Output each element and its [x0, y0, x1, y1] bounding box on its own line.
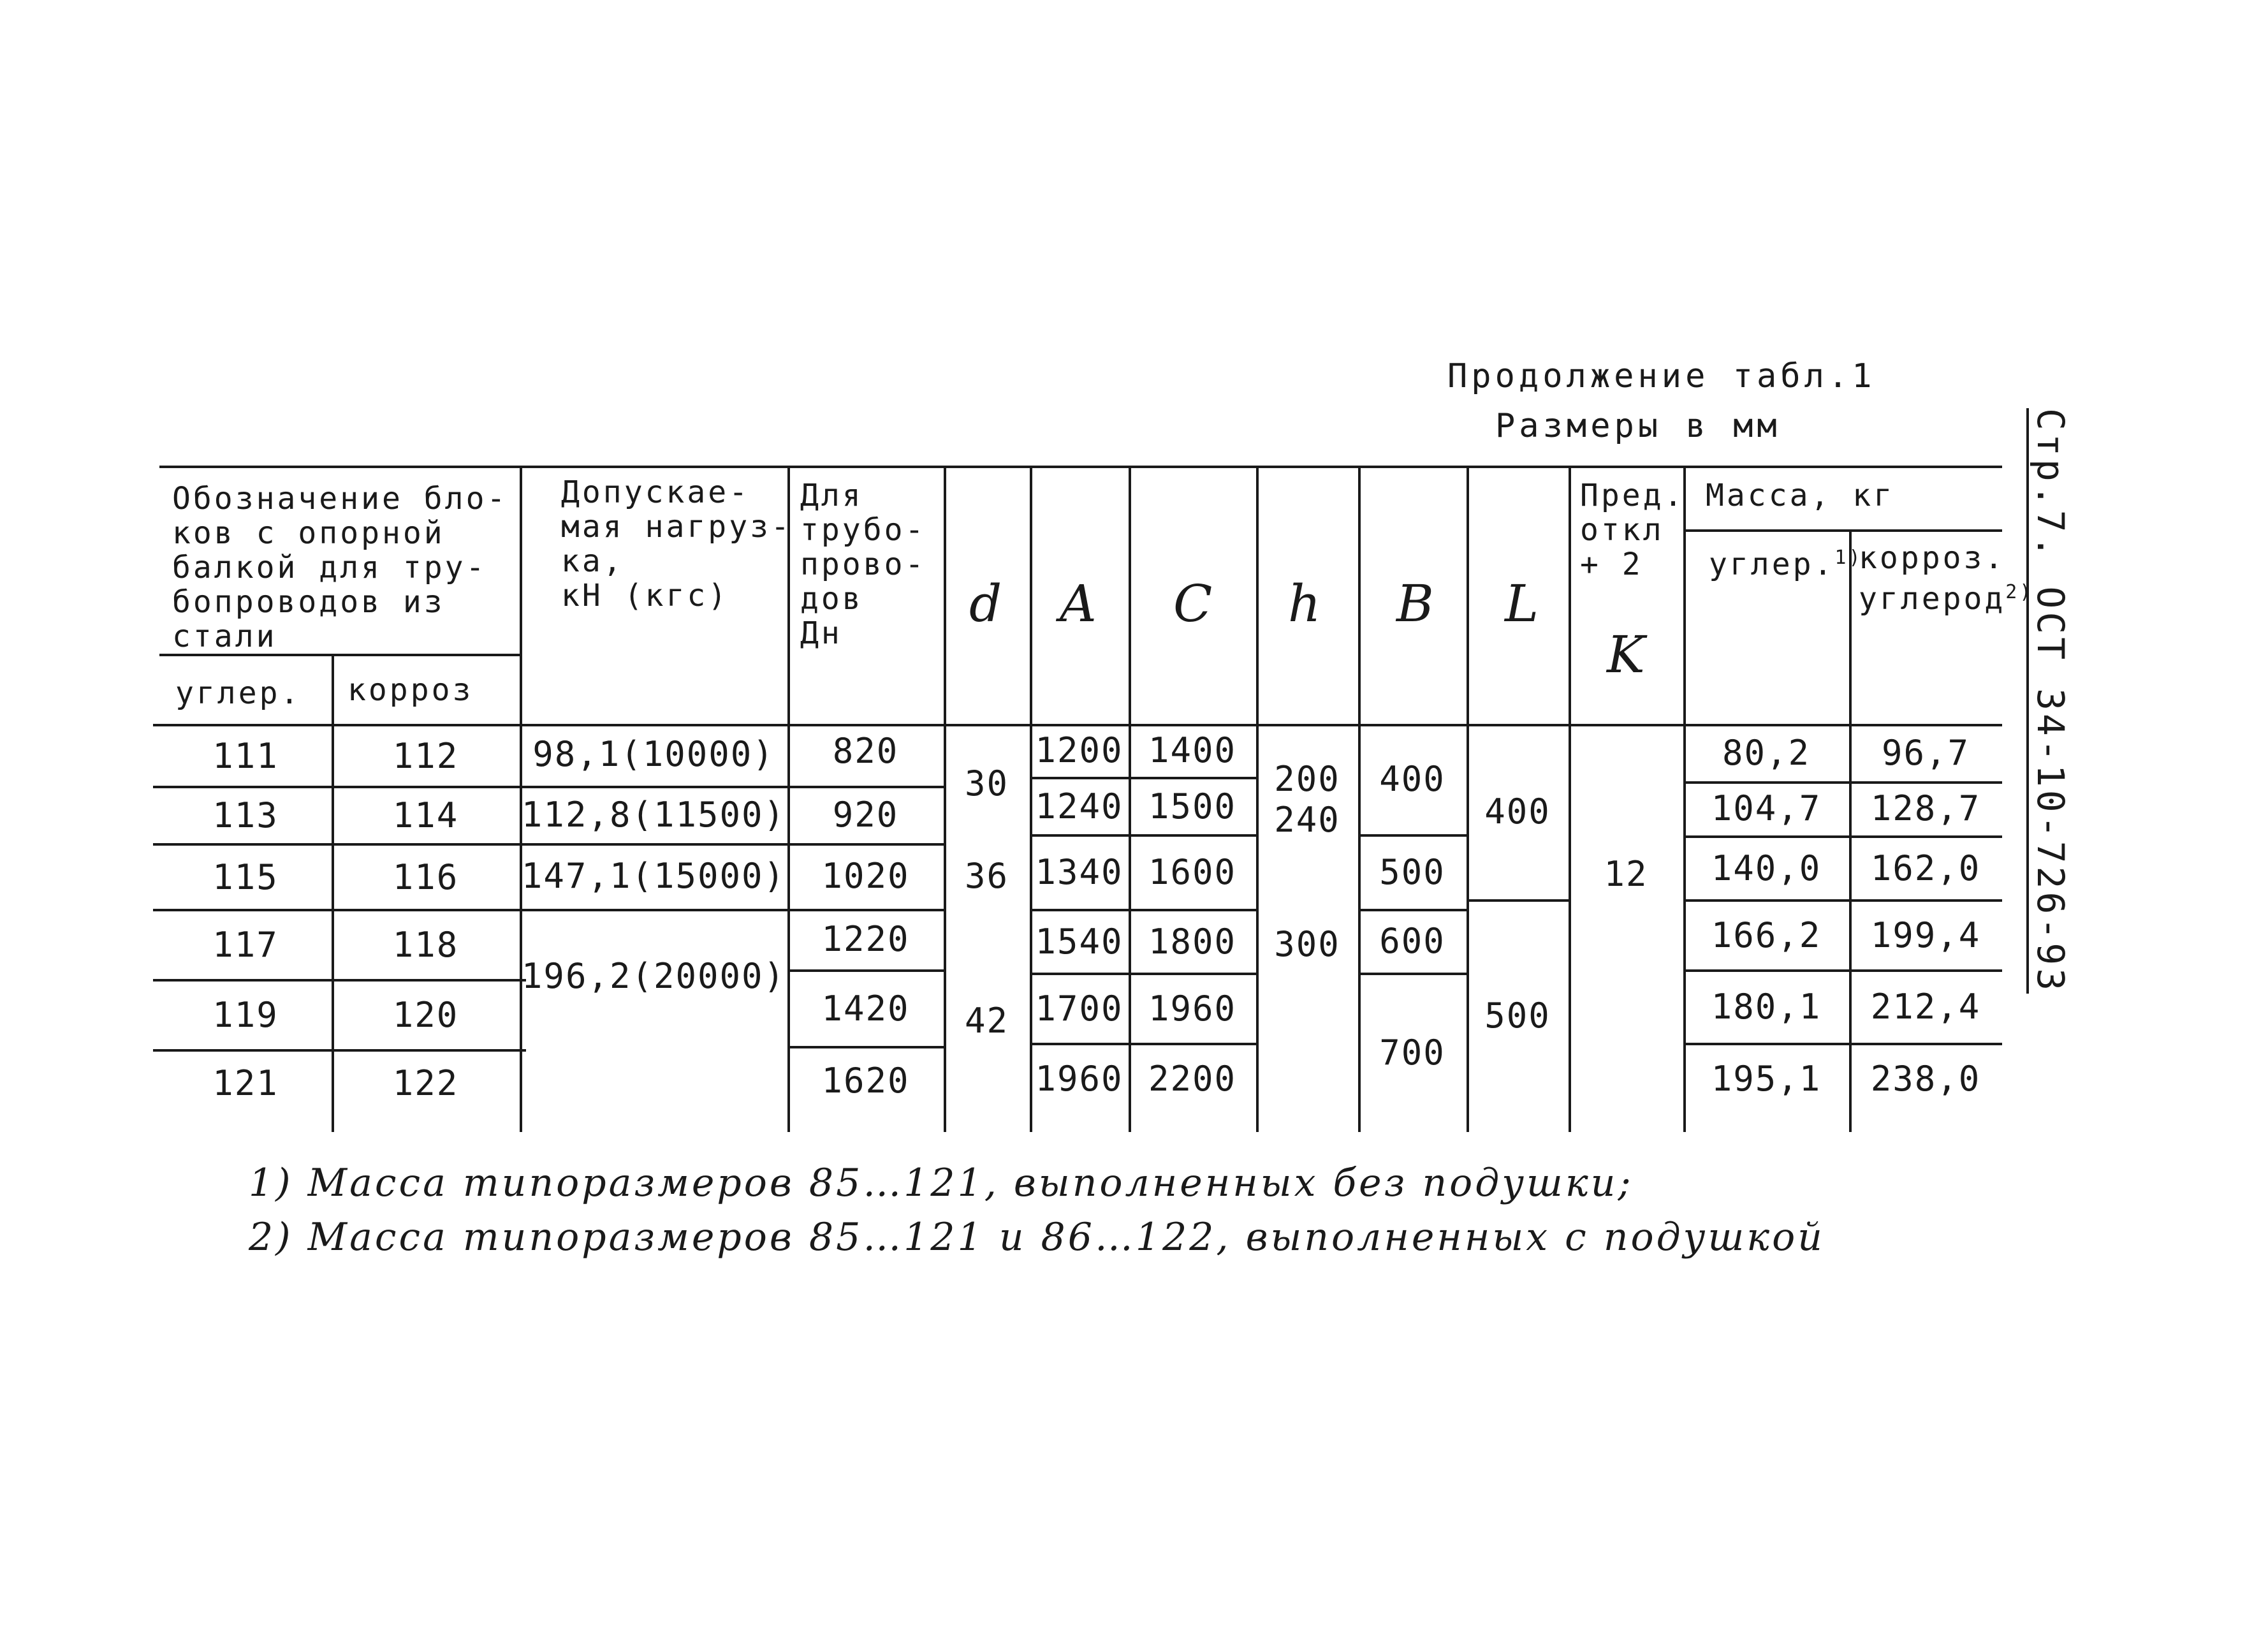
- cell-mass-carbon: 80,2: [1722, 732, 1811, 773]
- cell-b: 700: [1379, 1032, 1445, 1073]
- header-pipe: Для трубо- прово- дов Дн: [800, 478, 926, 651]
- cell-corrosion: 118: [392, 925, 459, 965]
- table-continuation-caption: Продолжение табл.1: [1447, 357, 1876, 395]
- cell-corrosion: 120: [392, 995, 459, 1035]
- document-code: Стр.7. ОСТ 34-10-726-93: [2029, 408, 2072, 994]
- header-carbon: углер.: [175, 675, 302, 711]
- cell-b: 600: [1379, 920, 1445, 961]
- header-tolerance: Пред. откл + 2: [1580, 478, 1685, 582]
- cell-h: 200: [1274, 759, 1340, 799]
- cell-dn: 820: [832, 731, 899, 771]
- header-load: Допускае- мая нагруз- ка, кН (кгс): [561, 474, 792, 614]
- units-caption: Размеры в мм: [1495, 407, 1781, 445]
- cell-dn: 1020: [821, 856, 910, 896]
- cell-mass-corrosion: 128,7: [1870, 788, 1981, 828]
- cell-carbon: 111: [212, 735, 279, 776]
- cell-l: 500: [1484, 996, 1551, 1036]
- cell-a: 1200: [1035, 730, 1123, 770]
- cell-carbon: 121: [212, 1062, 279, 1103]
- cell-c: 1400: [1148, 730, 1237, 770]
- footnote-2: 2) Масса типоразмеров 85…121 и 86…122, выполненных с подушкой: [249, 1215, 1825, 1260]
- cell-h: 240: [1274, 799, 1340, 840]
- cell-mass-corrosion: 162,0: [1870, 848, 1981, 888]
- cell-a: 1240: [1035, 786, 1123, 827]
- cell-a: 1960: [1035, 1059, 1123, 1099]
- header-a: A: [1060, 574, 1097, 633]
- cell-mass-carbon: 195,1: [1711, 1058, 1822, 1099]
- header-l: L: [1505, 574, 1539, 633]
- cell-mass-carbon: 180,1: [1711, 987, 1822, 1027]
- cell-c: 1500: [1148, 786, 1237, 827]
- cell-mass-corrosion: 212,4: [1870, 987, 1981, 1027]
- cell-mass-carbon: 104,7: [1711, 788, 1822, 828]
- header-c: C: [1173, 574, 1213, 633]
- cell-dn: 920: [832, 794, 899, 835]
- cell-mass-carbon: 166,2: [1711, 915, 1822, 955]
- header-k: K: [1607, 625, 1645, 684]
- cell-b: 500: [1379, 852, 1445, 892]
- cell-load: 98,1(10000): [532, 734, 775, 774]
- cell-carbon: 117: [212, 925, 279, 965]
- cell-corrosion: 114: [392, 795, 459, 835]
- cell-d: 42: [964, 1000, 1009, 1041]
- cell-l: 400: [1484, 791, 1551, 832]
- cell-carbon: 113: [212, 795, 279, 835]
- cell-corrosion: 112: [392, 735, 459, 776]
- cell-load: 196,2(20000): [521, 955, 786, 996]
- cell-mass-corrosion: 238,0: [1870, 1058, 1981, 1099]
- header-mass: Масса, кг: [1706, 478, 1895, 513]
- cell-h: 300: [1274, 923, 1340, 964]
- cell-d: 36: [964, 856, 1009, 896]
- cell-c: 1600: [1148, 852, 1237, 892]
- header-corrosion: корроз: [348, 672, 474, 708]
- cell-c: 1960: [1148, 989, 1237, 1029]
- cell-load: 112,8(11500): [521, 794, 786, 835]
- cell-c: 1800: [1148, 922, 1237, 962]
- cell-carbon: 115: [212, 857, 279, 897]
- cell-a: 1700: [1035, 989, 1123, 1029]
- cell-corrosion: 122: [392, 1062, 459, 1103]
- cell-k: 12: [1604, 853, 1648, 894]
- cell-c: 2200: [1148, 1059, 1237, 1099]
- cell-mass-corrosion: 96,7: [1881, 732, 1970, 773]
- cell-carbon: 119: [212, 995, 279, 1035]
- header-b: B: [1396, 574, 1434, 633]
- header-designation: Обозначение бло- ков с опорной балкой для тру- бопроводов из стали: [172, 481, 508, 654]
- cell-d: 30: [964, 763, 1009, 804]
- cell-mass-corrosion: 199,4: [1870, 915, 1981, 955]
- cell-corrosion: 116: [392, 857, 459, 897]
- header-h: h: [1288, 574, 1321, 633]
- cell-a: 1340: [1035, 852, 1123, 892]
- header-mass-carbon: углер.$^{1)}$: [1709, 547, 1863, 582]
- cell-dn: 1420: [821, 988, 910, 1029]
- cell-dn: 1220: [821, 919, 910, 959]
- header-mass-corrosion: корроз. углерод$^{2)}$: [1859, 540, 2034, 617]
- cell-b: 400: [1379, 759, 1445, 799]
- footnote-1: 1) Масса типоразмеров 85…121, выполненных без подушки;: [249, 1161, 1634, 1205]
- cell-a: 1540: [1035, 922, 1123, 962]
- header-d: d: [969, 574, 1002, 633]
- cell-dn: 1620: [821, 1061, 910, 1101]
- cell-load: 147,1(15000): [521, 856, 786, 896]
- cell-mass-carbon: 140,0: [1711, 848, 1822, 888]
